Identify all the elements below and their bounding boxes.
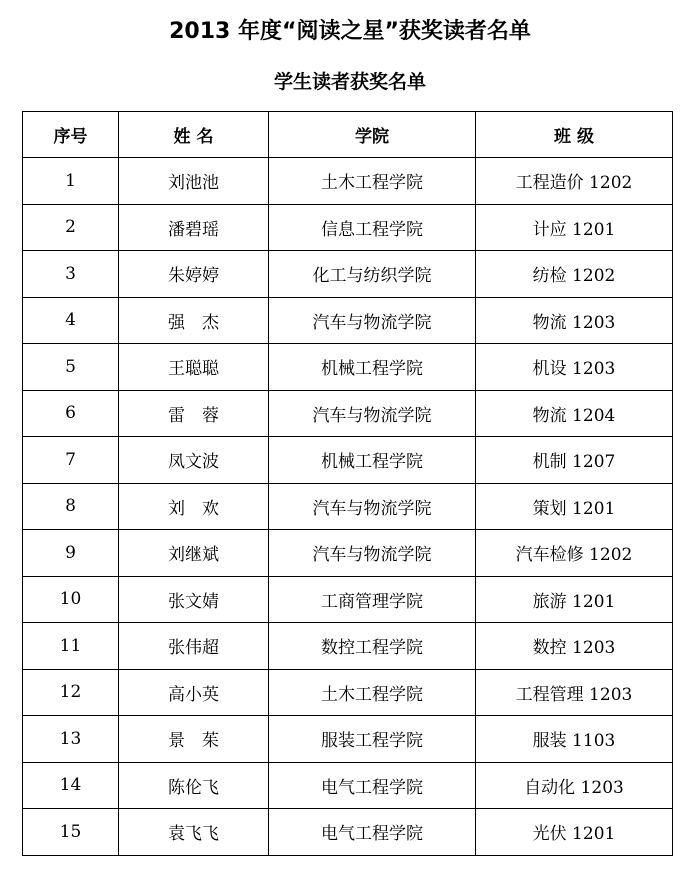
cell-index: 14 — [23, 762, 119, 809]
cell-name: 潘碧瑶 — [119, 204, 269, 251]
cell-name: 凤文波 — [119, 437, 269, 484]
cell-index: 13 — [23, 716, 119, 763]
cell-name: 张伟超 — [119, 623, 269, 670]
table-body — [23, 158, 673, 856]
cell-class: 计应 1201 — [476, 204, 673, 251]
cell-name: 张文婧 — [119, 576, 269, 623]
cell-name: 刘继斌 — [119, 530, 269, 577]
cell-college: 电气工程学院 — [269, 809, 476, 856]
column-header-index: 序号 — [23, 112, 119, 158]
table-row — [23, 669, 673, 716]
page-subtitle: 学生读者获奖名单 — [273, 71, 426, 93]
table-row — [23, 344, 673, 391]
cell-index: 8 — [23, 483, 119, 530]
column-header-college: 学院 — [269, 112, 476, 158]
table-row — [23, 390, 673, 437]
cell-class: 策划 1201 — [476, 483, 673, 530]
award-table — [22, 111, 673, 856]
cell-college: 汽车与物流学院 — [269, 530, 476, 577]
cell-class: 光伏 1201 — [476, 809, 673, 856]
cell-class: 自动化 1203 — [476, 762, 673, 809]
cell-class: 纺检 1202 — [476, 251, 673, 298]
cell-index: 4 — [23, 297, 119, 344]
cell-college: 服装工程学院 — [269, 716, 476, 763]
table-row — [23, 158, 673, 205]
cell-name: 高小英 — [119, 669, 269, 716]
cell-college: 汽车与物流学院 — [269, 483, 476, 530]
cell-index: 6 — [23, 390, 119, 437]
cell-college: 汽车与物流学院 — [269, 390, 476, 437]
cell-name: 刘 欢 — [119, 483, 269, 530]
cell-class: 物流 1203 — [476, 297, 673, 344]
cell-index: 12 — [23, 669, 119, 716]
cell-index: 9 — [23, 530, 119, 577]
cell-college: 土木工程学院 — [269, 669, 476, 716]
table-row — [23, 437, 673, 484]
cell-name: 雷 蓉 — [119, 390, 269, 437]
cell-class: 工程造价 1202 — [476, 158, 673, 205]
table-row — [23, 716, 673, 763]
cell-name: 袁飞飞 — [119, 809, 269, 856]
cell-college: 土木工程学院 — [269, 158, 476, 205]
table-row — [23, 809, 673, 856]
cell-college: 汽车与物流学院 — [269, 297, 476, 344]
cell-college: 信息工程学院 — [269, 204, 476, 251]
cell-index: 2 — [23, 204, 119, 251]
cell-name: 陈伦飞 — [119, 762, 269, 809]
cell-index: 5 — [23, 344, 119, 391]
column-header-name: 姓 名 — [119, 112, 269, 158]
cell-college: 机械工程学院 — [269, 344, 476, 391]
cell-name: 强 杰 — [119, 297, 269, 344]
cell-name: 景 茱 — [119, 716, 269, 763]
cell-name: 朱婷婷 — [119, 251, 269, 298]
cell-class: 机设 1203 — [476, 344, 673, 391]
cell-class: 旅游 1201 — [476, 576, 673, 623]
cell-index: 15 — [23, 809, 119, 856]
cell-college: 数控工程学院 — [269, 623, 476, 670]
cell-college: 机械工程学院 — [269, 437, 476, 484]
cell-class: 物流 1204 — [476, 390, 673, 437]
cell-class: 数控 1203 — [476, 623, 673, 670]
table-row — [23, 530, 673, 577]
cell-college: 工商管理学院 — [269, 576, 476, 623]
table-row — [23, 762, 673, 809]
page-title: 2013 年度“阅读之星”获奖读者名单 — [169, 19, 531, 44]
cell-class: 机制 1207 — [476, 437, 673, 484]
table-row — [23, 204, 673, 251]
cell-index: 1 — [23, 158, 119, 205]
cell-class: 汽车检修 1202 — [476, 530, 673, 577]
cell-index: 3 — [23, 251, 119, 298]
cell-index: 10 — [23, 576, 119, 623]
table-row — [23, 251, 673, 298]
cell-name: 王聪聪 — [119, 344, 269, 391]
cell-college: 电气工程学院 — [269, 762, 476, 809]
cell-college: 化工与纺织学院 — [269, 251, 476, 298]
table-header-row — [23, 112, 673, 158]
table-row — [23, 297, 673, 344]
cell-index: 11 — [23, 623, 119, 670]
cell-class: 工程管理 1203 — [476, 669, 673, 716]
cell-name: 刘池池 — [119, 158, 269, 205]
table-row — [23, 623, 673, 670]
table-row — [23, 483, 673, 530]
cell-class: 服装 1103 — [476, 716, 673, 763]
cell-index: 7 — [23, 437, 119, 484]
table-row — [23, 576, 673, 623]
column-header-class: 班 级 — [476, 112, 673, 158]
